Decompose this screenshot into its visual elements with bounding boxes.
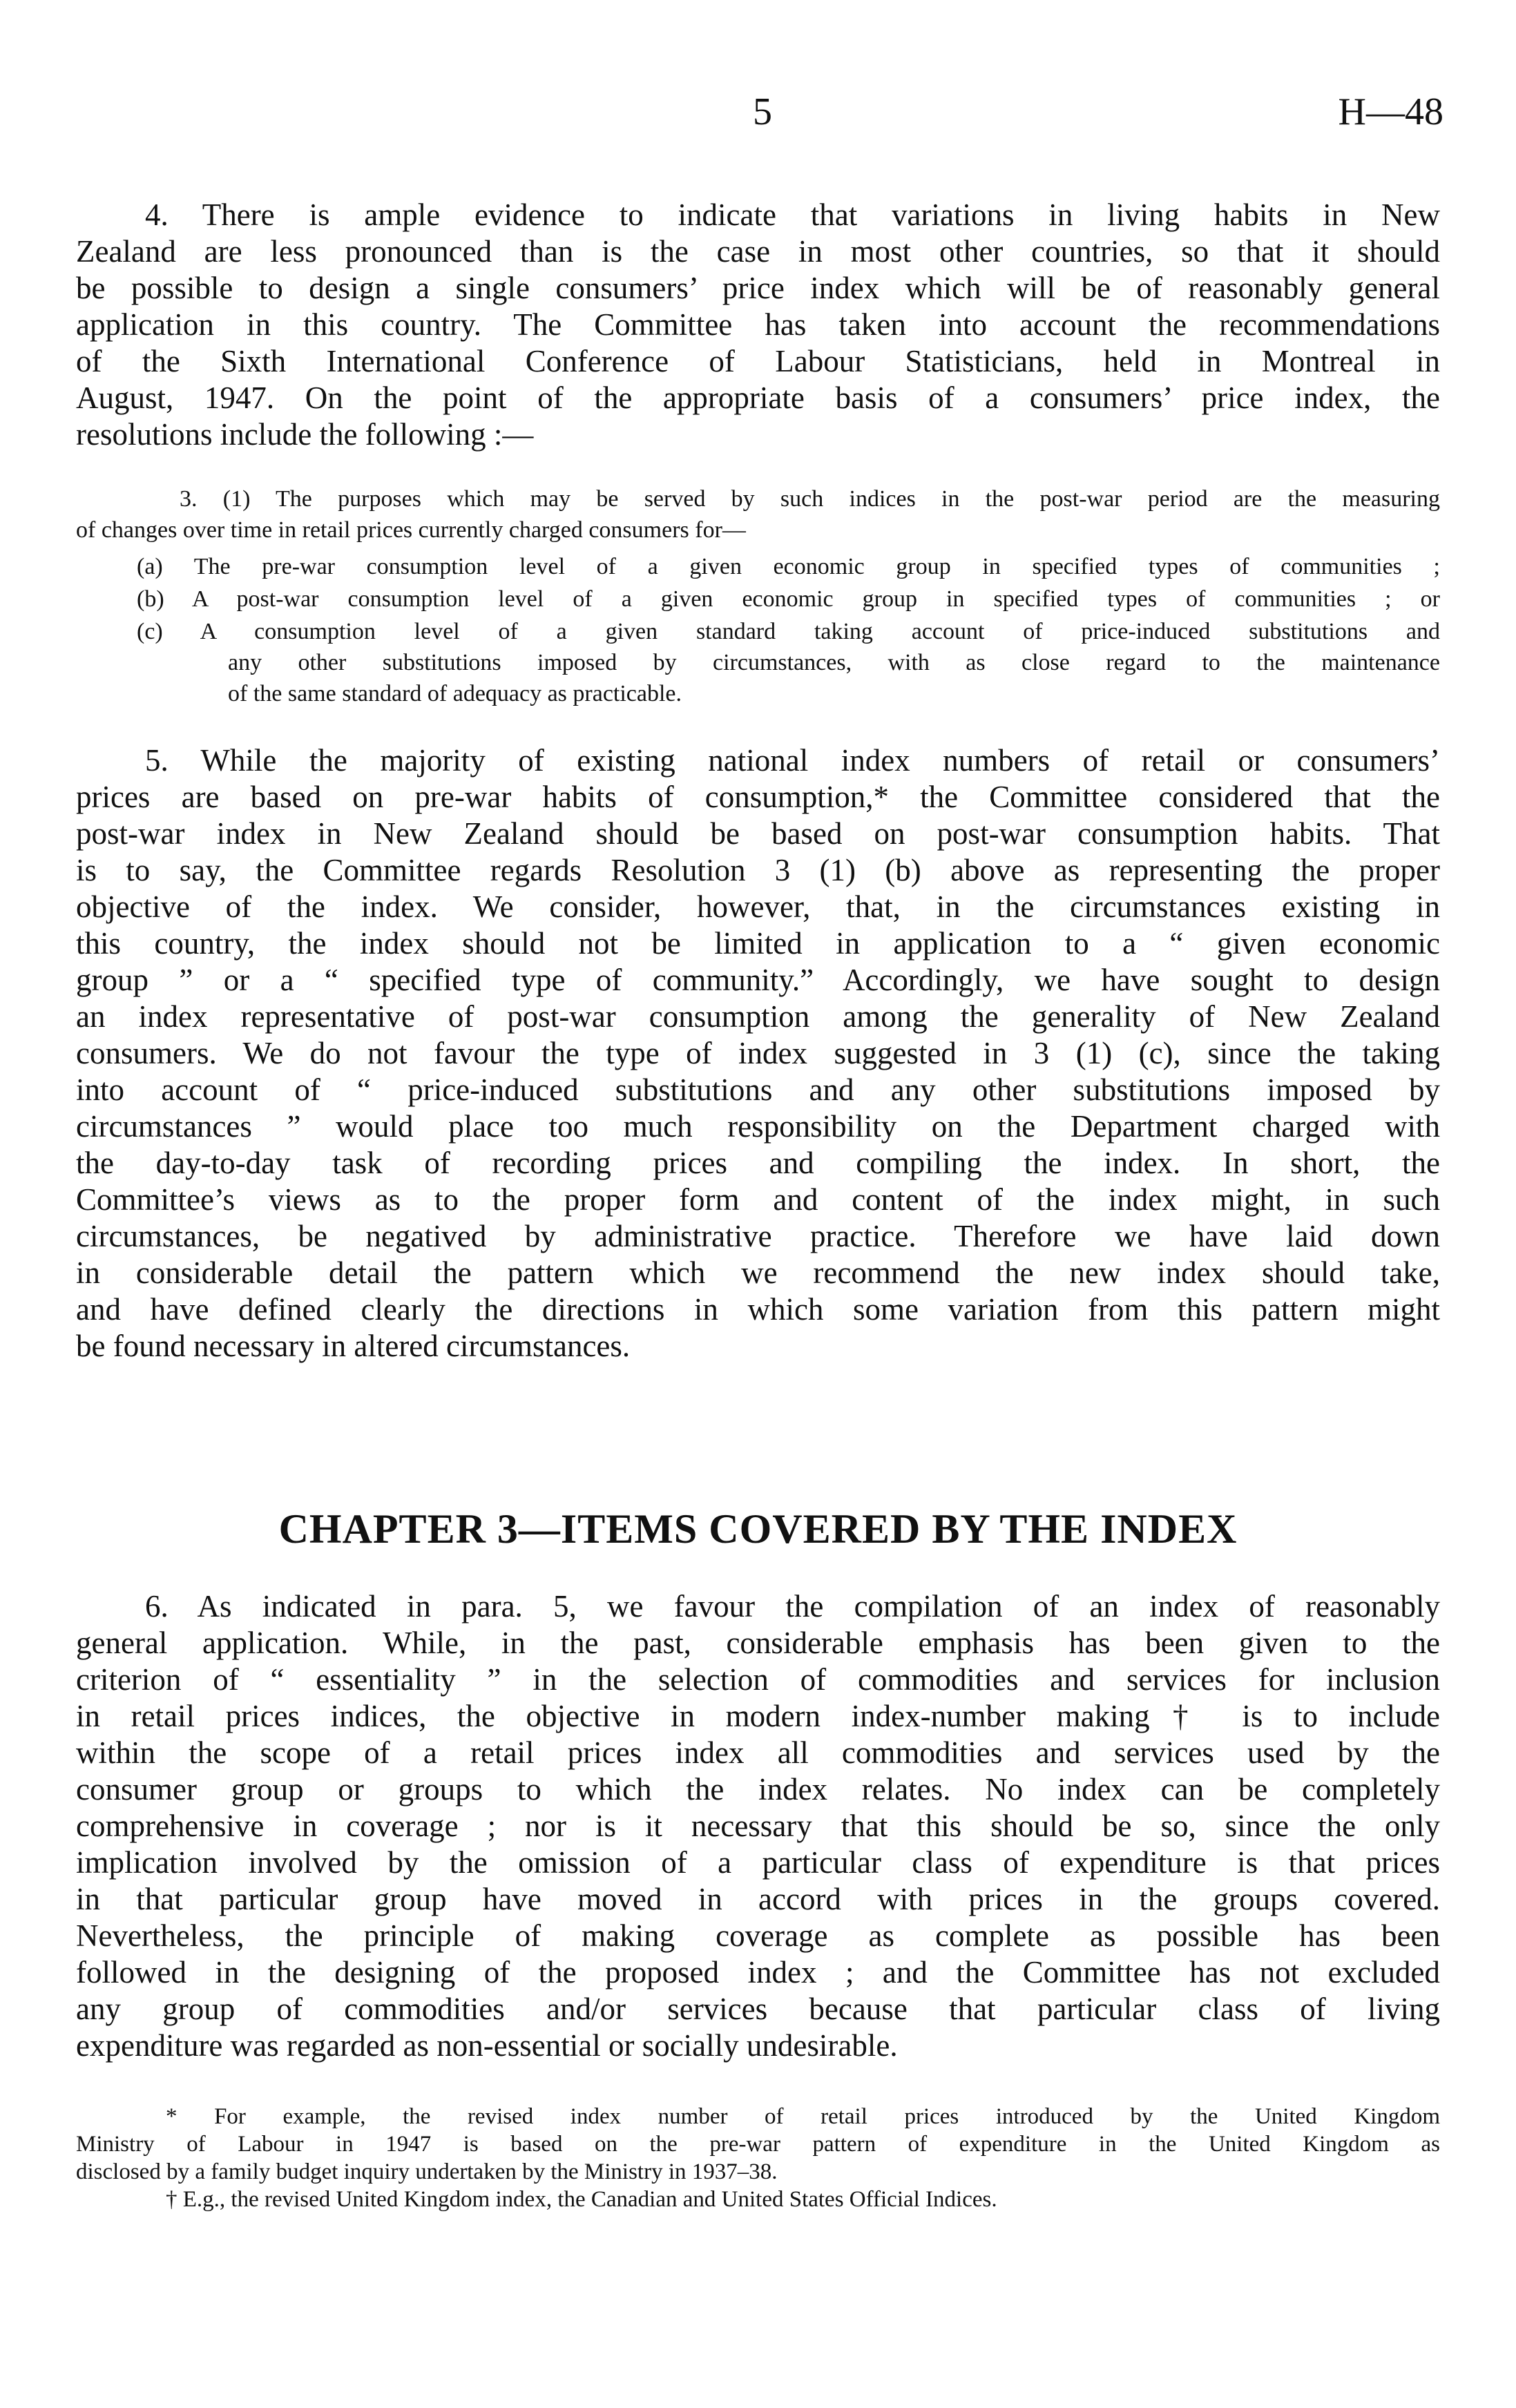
para6-line: comprehensive in coverage ; nor is it necessary that this should be so, since the only (76, 1809, 1440, 1843)
resolution-line: any other substitutions imposed by circumstances, with as close regard to the maintenance (228, 650, 1440, 675)
para6-line: general application. While, in the past, considerable emphasis has been given to the (76, 1626, 1440, 1660)
document-reference: H—48 (1338, 90, 1443, 133)
resolution-line: of the same standard of adequacy as practicable. (228, 681, 682, 706)
resolution-line: (a) The pre-war consumption level of a given economic group in specified types of communities ; (137, 554, 1440, 579)
para4-line: Zealand are less pronounced than is the case in most other countries, so that it should (76, 234, 1440, 269)
para6-line: followed in the designing of the proposed index ; and the Committee has not excluded (76, 1955, 1440, 1990)
para5-line: is to say, the Committee regards Resolution 3 (1) (b) above as representing the proper (76, 853, 1440, 887)
paragraph-4 (76, 197, 1440, 453)
para5-line: consumers. We do not favour the type of index suggested in 3 (1) (c), since the taking (76, 1036, 1440, 1070)
para6-line: in retail prices indices, the objective in modern index-number making† is to include (76, 1699, 1440, 1733)
resolution-line: (b) A post-war consumption level of a given economic group in specified types of communities ; or (137, 586, 1440, 612)
resolution-quote (76, 483, 1440, 709)
para5-line: circumstances ” would place too much responsibility on the Department charged with (76, 1109, 1440, 1144)
footnotes-line: * For example, the revised index number of retail prices introduced by the United Kingdom (166, 2104, 1440, 2129)
para5-line: the day-to-day task of recording prices and compiling the index. In short, the (76, 1146, 1440, 1180)
para6-line: any group of commodities and/or services because that particular class of living (76, 1992, 1440, 2026)
para6-line: in that particular group have moved in accord with prices in the groups covered. (76, 1882, 1440, 1916)
para6-line: Nevertheless, the principle of making coverage as complete as possible has been (76, 1918, 1440, 1953)
para5-line: objective of the index. We consider, however, that, in the circumstances existing in (76, 889, 1440, 924)
para5-line: an index representative of post-war consumption among the generality of New Zealand (76, 999, 1440, 1034)
para4-line: application in this country. The Committee has taken into account the recommendations (76, 307, 1440, 342)
para6-line: 6. As indicated in para. 5, we favour the compilation of an index of reasonably (145, 1589, 1440, 1624)
para6-line: within the scope of a retail prices index all commodities and services used by the (76, 1735, 1440, 1770)
para4-line: of the Sixth International Conference of Labour Statisticians, held in Montreal in (76, 344, 1440, 378)
para4-line: 4. There is ample evidence to indicate that variations in living habits in New (145, 198, 1440, 232)
resolution-line: (c) A consumption level of a given standard taking account of price-induced substitutions and (137, 619, 1440, 644)
para5-line: be found necessary in altered circumstances. (76, 1329, 631, 1363)
para5-line: 5. While the majority of existing national index numbers of retail or consumers’ (145, 743, 1440, 778)
chapter-heading: CHAPTER 3—ITEMS COVERED BY THE INDEX (278, 1506, 1238, 1552)
page-number: 5 (753, 90, 772, 133)
para5-line: into account of “ price-induced substitutions and any other substitutions imposed by (76, 1072, 1440, 1107)
para4-line: August, 1947. On the point of the appropriate basis of a consumers’ price index, the (76, 381, 1440, 415)
para5-line: in considerable detail the pattern which we recommend the new index should take, (76, 1255, 1440, 1290)
para5-line: Committee’s views as to the proper form and content of the index might, in such (76, 1182, 1440, 1217)
para4-line: be possible to design a single consumers’ price index which will be of reasonably general (76, 271, 1440, 305)
para5-line: group ” or a “ specified type of community.” Accordingly, we have sought to design (76, 963, 1440, 997)
paragraph-6 (76, 1588, 1440, 2064)
para5-line: circumstances, be negatived by administrative practice. Therefore we have laid down (76, 1219, 1440, 1253)
para6-line: criterion of “ essentiality ” in the selection of commodities and services for inclusion (76, 1662, 1440, 1697)
footnotes-line: disclosed by a family budget inquiry undertaken by the Ministry in 1937–38. (76, 2159, 778, 2184)
footnotes-line: Ministry of Labour in 1947 is based on the pre-war pattern of expenditure in the United Kingdom as (76, 2132, 1440, 2157)
para5-line: and have defined clearly the directions in which some variation from this pattern might (76, 1292, 1440, 1327)
footnotes-line: † E.g., the revised United Kingdom index, the Canadian and United States Official Indices. (166, 2187, 997, 2212)
para6-line: implication involved by the omission of a particular class of expenditure is that prices (76, 1845, 1440, 1880)
para4-line: resolutions include the following :— (76, 417, 534, 452)
para6-line: consumer group or groups to which the index relates. No index can be completely (76, 1772, 1440, 1807)
paragraph-5 (76, 742, 1440, 1365)
para5-line: prices are based on pre-war habits of consumption,* the Committee considered that the (76, 780, 1440, 814)
para5-line: this country, the index should not be limited in application to a “ given economic (76, 926, 1440, 961)
resolution-line: of changes over time in retail prices currently charged consumers for— (76, 517, 746, 543)
footnotes (76, 2103, 1440, 2213)
para5-line: post-war index in New Zealand should be based on post-war consumption habits. That (76, 816, 1440, 851)
resolution-line: 3. (1) The purposes which may be served by such indices in the post-war period are the measuring (180, 486, 1440, 512)
para6-line: expenditure was regarded as non-essential or socially undesirable. (76, 2028, 898, 2063)
